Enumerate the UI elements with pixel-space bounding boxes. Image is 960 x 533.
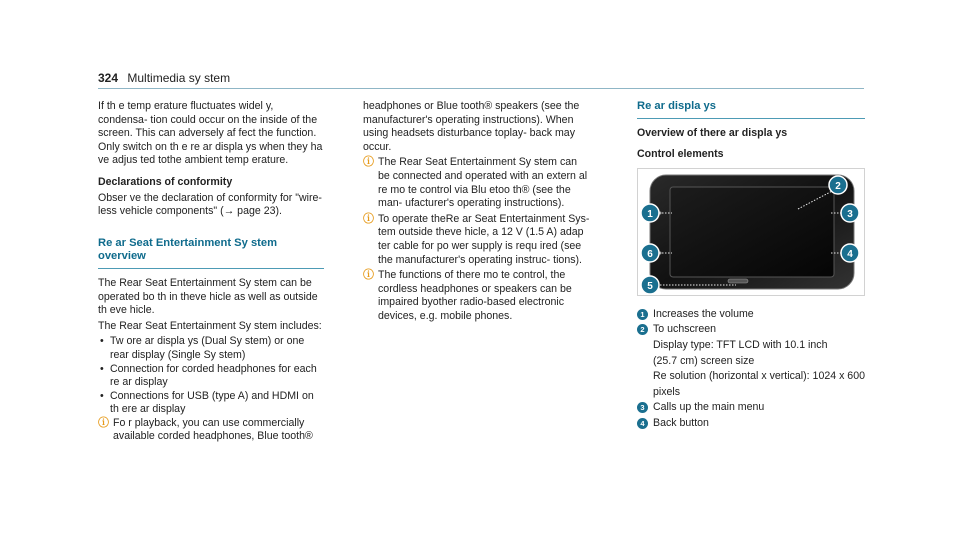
callout-2-label: 2 [835, 180, 841, 192]
note-block [98, 417, 324, 444]
callout-6-label: 6 [647, 248, 653, 260]
section-divider [98, 268, 324, 269]
callout-2 [829, 176, 847, 194]
bullet-item: • Connection for corded headphones for each re ar display [98, 363, 324, 390]
info-icon: ⓘ [363, 156, 374, 169]
info-icon: ⓘ [98, 416, 109, 429]
callout-4-label: 4 [847, 248, 853, 260]
page-number: 324 [98, 71, 119, 85]
overview-paragraph-2: The Rear Seat Entertainment Sy stem includes: [98, 319, 322, 332]
overview-subheading: Overview of there ar displa ys [637, 126, 788, 139]
legend-item-4 [637, 417, 865, 431]
conformity-text: Obser ve the declaration of conformity for "wire‐ less vehicle components" (→ page 23). [98, 191, 322, 218]
info-icon: ⓘ [363, 212, 374, 225]
legend-text: (25.7 cm) screen size [653, 354, 755, 367]
info-icon: ⓘ [363, 269, 374, 282]
note-block [363, 213, 591, 267]
note-text: The functions of there mo te control, the cordless headphones or speakers can be impaired byother radio-based electronic devices, e.g. mobile phones. [378, 269, 572, 322]
header-divider [98, 88, 864, 89]
legend-text: Calls up the main menu [653, 401, 765, 414]
running-title: Multimedia sy stem [127, 71, 231, 85]
section-title-overview: Re ar Seat Entertainment Sy stem overview [98, 236, 278, 263]
callout-5 [641, 276, 659, 294]
note-block [363, 156, 591, 210]
callout-1-label: 1 [647, 208, 653, 220]
overview-paragraph-1: The Rear Seat Entertainment Sy stem can be operated bo th in theve hicle as well as outside th eve hicle. [98, 276, 318, 317]
column-right [637, 100, 865, 433]
conformity-heading: Declarations of conformity [98, 175, 233, 188]
legend-text: pixels [653, 385, 681, 398]
legend-item-2 [637, 323, 865, 399]
intro-paragraph: If th e temp erature fluctuates widel y, condensa‐ tion could occur on the inside of the screen. This can adversely af fect the function. Only switch on th e re ar displa ys when they ha ve adjus ted tothe ambient temp erature. [98, 100, 323, 167]
section-divider [637, 118, 865, 119]
bottom-button [728, 279, 748, 283]
column-middle [363, 100, 591, 326]
bullet-item: • Tw ore ar displa ys (Dual Sy stem) or one rear display (Single Sy stem) [98, 335, 324, 362]
legend-text: Re solution (horizontal x vertical): 1024 x 600 [653, 370, 865, 383]
legend-text: Back button [653, 416, 709, 429]
legend-number: 3 [637, 402, 648, 413]
legend-number: 4 [637, 418, 648, 429]
column-left [98, 100, 324, 446]
continued-text: headphones or Blue tooth® speakers (see the manufacturer's operating instructions). When using headsets disturbance toplay‐ back may occur. [363, 100, 580, 153]
control-elements-heading: Control elements [637, 148, 724, 161]
callout-6 [641, 244, 659, 262]
callout-5-label: 5 [647, 280, 653, 292]
note-text: Fo r playback, you can use commercially available corded headphones, Blue tooth® [113, 416, 313, 443]
callout-3 [841, 204, 859, 222]
callout-1 [641, 204, 659, 222]
note-block [363, 269, 591, 323]
rear-display-illustration [637, 168, 865, 296]
legend-number: 2 [637, 324, 648, 335]
legend-text: Display type: TFT LCD with 10.1 inch [653, 338, 828, 351]
callout-4 [841, 244, 859, 262]
legend-text: To uchscreen [653, 323, 717, 336]
legend-item-1 [637, 308, 865, 322]
note-text: The Rear Seat Entertainment Sy stem can be connected and operated with an extern al re mo te control via Blu etoo th® (see the man‐ ufacturer's operating instructions). [378, 156, 588, 210]
legend-item-3 [637, 401, 865, 415]
section-title-rear-displays: Re ar displa ys [637, 100, 716, 112]
bullet-item: • Connections for USB (type A) and HDMI on th ere ar display [98, 390, 324, 417]
callout-3-label: 3 [847, 208, 853, 220]
legend-text: Increases the volume [653, 307, 754, 320]
note-text: To operate theRe ar Seat Entertainment Sys‐ tem outside theve hicle, a 12 V (1.5 A) adap ter cable for po wer supply is requ ired (see the manufacturer's operating instruc‐ tions). [378, 212, 590, 266]
page-header [98, 71, 230, 85]
legend-number: 1 [637, 309, 648, 320]
display-screen [670, 187, 834, 277]
